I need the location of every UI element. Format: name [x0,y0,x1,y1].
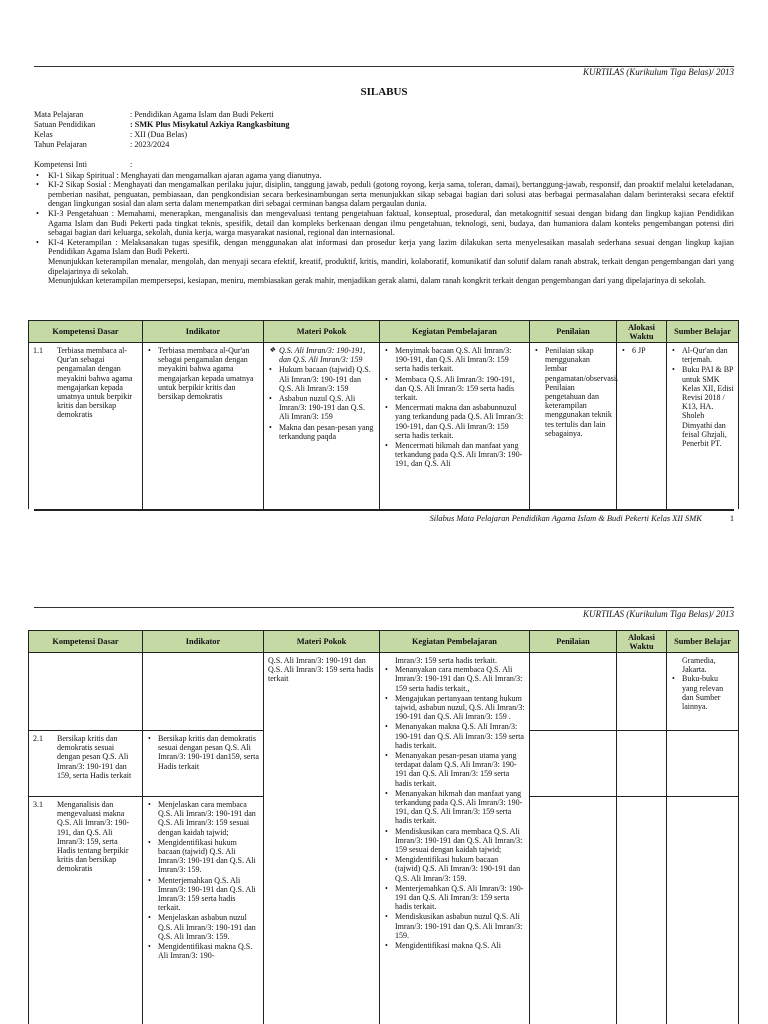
penilaian-cell [530,797,617,1024]
indikator-cell: • Menjelaskan cara membaca Q.S. Ali Imran/3: 190-191 dan Q.S. Ali Imran/3: 159 sesuai dengan kaidah tajwid; • Mengidentifikasi hukum bacaan (tajwid) Q.S. Ali Imran/3: 190-191 dan Q.S. Ali Imran/3: 159. • Menterjemahkan Q.S. Ali Imran/3: 190-191 dan Q.S. Ali Imran/3: 159 serta hadis terkait. • Menjelaskan asbabun nuzul Q.S. Ali Imran/3: 190-191 dan Q.S. Ali Imran/3: 159. • Mengidentifikasi makna Q.S. Ali Imran/3: 190- [143,797,264,1024]
col-alokasi: Alokasi Waktu [617,631,667,653]
sumber-cell [667,731,739,797]
info-value: : 2023/2024 [130,140,170,149]
info-key: Kelas [34,130,53,139]
kd-cell: 1.1 Terbiasa membaca al-Qur'an sebagai pengamalan dengan meyakini bahwa agama mengajarkan kepada umatnya untuk berpikir kritis dan bersikap demokratis [29,343,143,509]
indikator-cell: • Bersikap kritis dan demokratis sesuai dengan pesan Q.S. Ali Imran/3: 190-191 dan159, serta Hadis terkait [143,731,264,797]
silabus-table-continued [28,630,739,1024]
info-row [34,110,289,120]
info-row [34,120,289,130]
kegiatan-cell: Imran/3: 159 serta hadis terkait. • Menanyakan cara membaca Q.S. Ali Imran/3: 190-191 dan Q.S. Ali Imran/3: 159 serta hadis terkait., • Mengajukan pertanyaan tentang hukum tajwid, asbabun nuzul, Q.S. Ali Imran/3: 190-191 dan Q.S. Ali Imran/3: 159 . • Menanyakan makna Q.S. Ali Imran/3: 190-191 dan Q.S. Ali Imran/3: 159 serta hadis terkait. • Menanyakan pesan-pesan utama yang terdapat dalam Q.S. Ali Imran/3: 190-191 dan Q.S. Ali Imran/3: 159 serta hadis terkait. • Menanyakan hikmah dan manfaat yang terkandung pada Q.S. Ali Imran/3: 190-191, dan Q.S. Ali Imran/3: 159 serta hadis terkait. • Mendiskusikan cara membaca Q.S. Ali Imran/3: 190-191 dan Q.S. Ali Imran/3: 159 sesuai dengan kaidah tajwid; • Mengidentifikasi hukum bacaan (tajwid) Q.S. Ali Imran/3: 190-191 dan Q.S. Ali Imran/3: 159. • Menterjemahkan Q.S. Ali Imran/3: 190-191 dan Q.S. Ali Imran/3: 159 serta hadis terkait. • Mendiskusikan asbabun nuzul Q.S. Ali Imran/3: 190-191 dan Q.S. Ali Imran/3: 159. • Mengidentifikasi makna Q.S. Ali [380,653,530,1024]
col-alokasi: Alokasi Waktu [617,321,667,343]
ki-heading: Kompetensi Inti : [34,160,133,169]
ki4-extra: Menunjukkan keterampilan menalar, mengolah, dan menyaji secara efektif, kreatif, produktif, kritis, mandiri, kolaboratif, komunikatif dan solutif dalam ranah abstrak, terkait dengan pengembangan dari yang dipelajarinya di sekolah. [48,256,734,276]
penilaian-cell: • Penilaian sikap menggunakan lembar pengamatan/observasi. Penilaian pengetahuan dan keterampilan menggunakan teknik tes tertulis dan lain sebagainya. [530,343,617,509]
sumber-cell: Gramedia, Jakarta. • Buku-buku yang relevan dan Sumber lainnya. [667,653,739,731]
col-indikator: Indikator [143,631,264,653]
col-kegiatan: Kegiatan Pembelajaran [380,631,530,653]
penilaian-cell [530,731,617,797]
info-value: : Pendidikan Agama Islam dan Budi Pekerti [130,110,274,119]
table-bottom-rule [34,509,734,511]
ki-item: • KI-4 Keterampilan : Melaksanakan tugas spesifik, dengan menggunakan alat informasi dan prosedur kerja yang lazim dilakukan serta menyelesaikan masalah sederhana sesuai dengan lingkup kajian Pendidikan Agama Islam dan Budi Pekerti. [34,238,734,257]
alokasi-cell [617,731,667,797]
col-sumber: Sumber Belajar [667,321,739,343]
info-key: Tahun Pelajaran [34,140,87,149]
sumber-cell: • Al-Qur'an dan terjemah. • Buku PAI & BP untuk SMK Kelas XII, Edisi Revisi 2018 / K13, HA. Sholeh Dimyathi dan feisal Ghzjali, Penerbit PT. [667,343,739,509]
info-value: : XII (Dua Belas) [130,130,188,139]
col-kegiatan: Kegiatan Pembelajaran [380,321,530,343]
header-curriculum: KURTILAS (Kurikulum Tiga Belas)/ 2013 [582,67,734,77]
footer [0,514,734,523]
silabus-table [28,320,739,509]
col-kompetensi-dasar: Kompetensi Dasar [29,321,143,343]
col-kompetensi-dasar: Kompetensi Dasar [29,631,143,653]
kegiatan-cell: • Menyimak bacaan Q.S. Ali Imran/3: 190-191, dan Q.S. Ali Imran/3: 159 serta hadis terkait. • Membaca Q.S. Ali Imran/3: 190-191, dan Q.S. Ali Imran/3: 159 serta hadis terkait. • Mencermati makna dan asbabunnuzul yang terkandung pada Q.S. Ali Imran/3: 190-191, dan Q.S. Ali Imran/3: 159 serta hadis terkait. • Mencermati hikmah dan manfaat yang terkandung pada Q.S. Ali Imran/3: 190-191, dan Q.S. Ali [380,343,530,509]
indikator-cell: • Terbiasa membaca al-Qur'an sebagai pengamalan dengan meyakini bahwa agama mengajarkan kepada umatnya untuk berpikir kritis dan bersikap demokratis [143,343,264,509]
col-materi-pokok: Materi Pokok [264,631,380,653]
footer-text: Silabus Mata Pelajaran Pendidikan Agama Islam & Budi Pekerti Kelas XII SMK [429,514,702,523]
kd-cell: 3.1 Menganalisis dan mengevaluasi makna Q.S. Ali Imran/3: 190-191, dan Q.S. Ali Imran/3: 159, serta Hadis tentang berpikir kritis dan bersikap demokratis [29,797,143,1024]
info-row [34,140,289,150]
col-penilaian: Penilaian [530,321,617,343]
kompetensi-inti [34,160,734,286]
alokasi-cell: • 6 JP [617,343,667,509]
ki4-extra: Menunjukkan keterampilan mempersepsi, kesiapan, meniru, membiasakan gerak mahir, menjadikan gerak alami, dalam ranah kongkrit terkait dengan pengembangan dari yang dipelajarinya di sekolah. [48,276,706,286]
page-2 [0,590,768,1024]
sumber-cell [667,797,739,1024]
indikator-cell [143,653,264,731]
table-row [29,653,739,731]
alokasi-cell [617,797,667,1024]
ki-item: • KI-3 Pengetahuan : Memahami, menerapkan, menganalisis dan mengevaluasi tentang pengetahuan faktual, konseptual, prosedural, dan metakognitif sesuai dengan bidang dan lingkup kajian Pendidikan Agama Islam dan Budi Pekerti pada tingkat teknis, spesifik, detail dan kompleks berkenaan dengan ilmu pengetahuan, teknologi, seni, budaya, dan humaniora dalam konteks pengembangan potensi diri sebagai bagian dari keluarga, sekolah, dunia kerja, warga masyarakat nasional, regional dan internasional. [34,209,734,238]
table-row [29,343,739,509]
materi-cell: Q.S. Ali Imran/3: 190-191 dan Q.S. Ali Imran/3: 159 serta hadis terkait [264,653,380,1024]
info-row [34,130,289,140]
header-curriculum: KURTILAS (Kurikulum Tiga Belas)/ 2013 [582,609,734,619]
info-value: : SMK Plus Misykatul Azkiya Rangkasbitung [130,120,290,129]
col-indikator: Indikator [143,321,264,343]
info-block [34,110,289,150]
ki-item: • KI-1 Sikap Spiritual : Menghayati dan mengamalkan ajaran agama yang dianutnya. [34,171,734,181]
ki-item: • KI-2 Sikap Sosial : Menghayati dan mengamalkan perilaku jujur, disiplin, tanggung jawab, peduli (gotong royong, kerja sama, toleran, damai), bertanggung-jawab, responsif, dan proaktif melalui keteladanan, pemberian nasihat, penguatan, pembiasaan, dan pengkondisian secara berkesinambungan serta menunjukkan sikap sebagai bagian dari solusi atas berbagai permasalahan dalam berinteraksi secara efektif dengan lingkungan sosial dan alam serta dalam menempatkan diri sebagai cerminan bangsa dalam pergaulan dunia. [34,180,734,209]
document-title: SILABUS [360,86,408,98]
penilaian-cell [530,653,617,731]
info-key: Satuan Pendidikan [34,120,96,129]
page-number: 1 [729,514,734,523]
col-penilaian: Penilaian [530,631,617,653]
materi-cell: ❖ Q.S. Ali Imran/3: 190-191, dan Q.S. Ali Imran/3: 159 • Hukum bacaan (tajwid) Q.S. Ali Imran/3: 190-191 dan Q.S. Ali Imran/3: 159 • Asbabun nuzul Q.S. Ali Imran/3: 190-191 dan Q.S. Ali Imran/3: 159 • Makna dan pesan-pesan yang terkandung paqda [264,343,380,509]
header-rule [34,607,734,608]
kd-cell: 2.1 Bersikap kritis dan demokratis sesuai dengan pesan Q.S. Ali Imran/3: 190-191 dan 159, serta Hadis terkait [29,731,143,797]
col-materi-pokok: Materi Pokok [264,321,380,343]
kd-cell [29,653,143,731]
ki-list [34,171,734,257]
alokasi-cell [617,653,667,731]
col-sumber: Sumber Belajar [667,631,739,653]
info-key: Mata Pelajaran [34,110,84,119]
